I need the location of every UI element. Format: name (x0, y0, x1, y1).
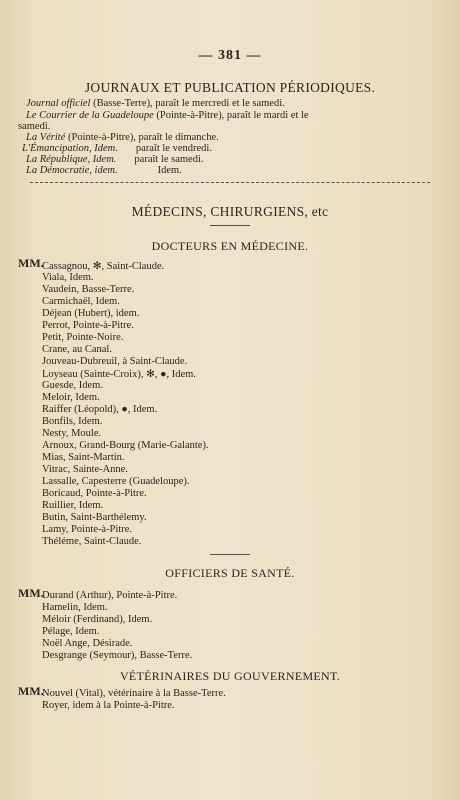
list-item: Crane, au Canal. (42, 344, 112, 355)
list-item: Vaudein, Basse-Terre. (42, 284, 135, 295)
journal-line: samedi. (18, 121, 51, 132)
list-item: Méloir (Ferdinand), Idem. (42, 614, 153, 625)
list-item: Carmichaël, Idem. (42, 296, 120, 307)
list-item: Boricaud, Pointe-à-Pitre. (42, 488, 147, 499)
list-item: Raiffer (Léopold), ●, Idem. (42, 404, 158, 415)
list-item: Vitrac, Sainte-Anne. (42, 464, 128, 475)
list-item: Déjean (Hubert), idem. (42, 308, 140, 319)
mm-prefix: MM. (18, 586, 44, 600)
list-item: Viala, Idem. (42, 272, 94, 283)
mm-prefix: MM. (18, 256, 44, 270)
journaux-heading: JOURNAUX ET PUBLICATION PÉRIODIQUES. (84, 80, 376, 95)
mm-prefix: MM. (18, 684, 44, 698)
list-item: Perrot, Pointe-à-Pitre. (42, 320, 134, 331)
docteurs-heading: DOCTEURS EN MÉDECINE. (151, 239, 309, 253)
journal-line: La Démocratie, idem. Idem. (26, 165, 182, 176)
page-number: — 381 — (198, 48, 262, 63)
list-item: Nouvel (Vital), vétérinaire à la Basse-Terre. (42, 688, 226, 699)
list-item: Royer, idem à la Pointe-à-Pitre. (42, 700, 175, 711)
list-item: Loyseau (Sainte-Croix), ✻, ●, Idem. (42, 369, 196, 380)
journal-line: Journal officiel (Basse-Terre), paraît le mercredi et le samedi. (26, 98, 285, 109)
journal-line: La Vérité (Pointe-à-Pitre), paraît le dimanche. (26, 132, 219, 143)
list-item: Nesty, Moule. (42, 428, 102, 439)
list-item: Butin, Saint-Barthélemy. (42, 512, 147, 523)
journal-line: L'Émancipation, Idem. paraît le vendredi. (22, 143, 212, 154)
veterinaires-heading: VÉTÉRINAIRES DU GOUVERNEMENT. (119, 669, 341, 683)
journal-line: La République, Idem. paraît le samedi. (26, 154, 204, 165)
list-item: Ruillier, Idem. (42, 500, 104, 511)
journal-line: Le Courrier de la Guadeloupe (Pointe-à-Pitre), paraît le mardi et le (26, 110, 309, 121)
list-item: Noël Ange, Désirade. (42, 638, 133, 649)
section-divider (30, 182, 430, 183)
list-item: Durand (Arthur), Pointe-à-Pitre. (42, 590, 178, 601)
list-item: Bonfils, Idem. (42, 416, 103, 427)
list-item: Pélage, Idem. (42, 626, 100, 637)
list-item: Lassalle, Capesterre (Guadeloupe). (42, 476, 190, 487)
list-item: Cassagnou, ✻, Saint-Claude. (42, 261, 165, 272)
list-item: Hamelin, Idem. (42, 602, 108, 613)
officiers-heading: OFFICIERS DE SANTÉ. (165, 566, 295, 580)
list-item: Petit, Pointe-Noire. (42, 332, 124, 343)
list-item: Lamy, Pointe-à-Pitre. (42, 524, 133, 535)
list-item: Théléme, Saint-Claude. (42, 536, 142, 547)
list-item: Jouveau-Dubreuil, à Saint-Claude. (42, 356, 188, 367)
medecins-heading: MÉDECINS, CHIRURGIENS, etc (131, 204, 329, 219)
list-item: Arnoux, Grand-Bourg (Marie-Galante). (42, 440, 209, 451)
list-item: Guesde, Idem. (42, 380, 103, 391)
list-item: Meloir, Idem. (42, 392, 100, 403)
heading-rule (210, 554, 250, 555)
list-item: Desgrange (Seymour), Basse-Terre. (42, 650, 193, 661)
list-item: Mias, Saint-Martin. (42, 452, 125, 463)
heading-rule (210, 225, 250, 226)
